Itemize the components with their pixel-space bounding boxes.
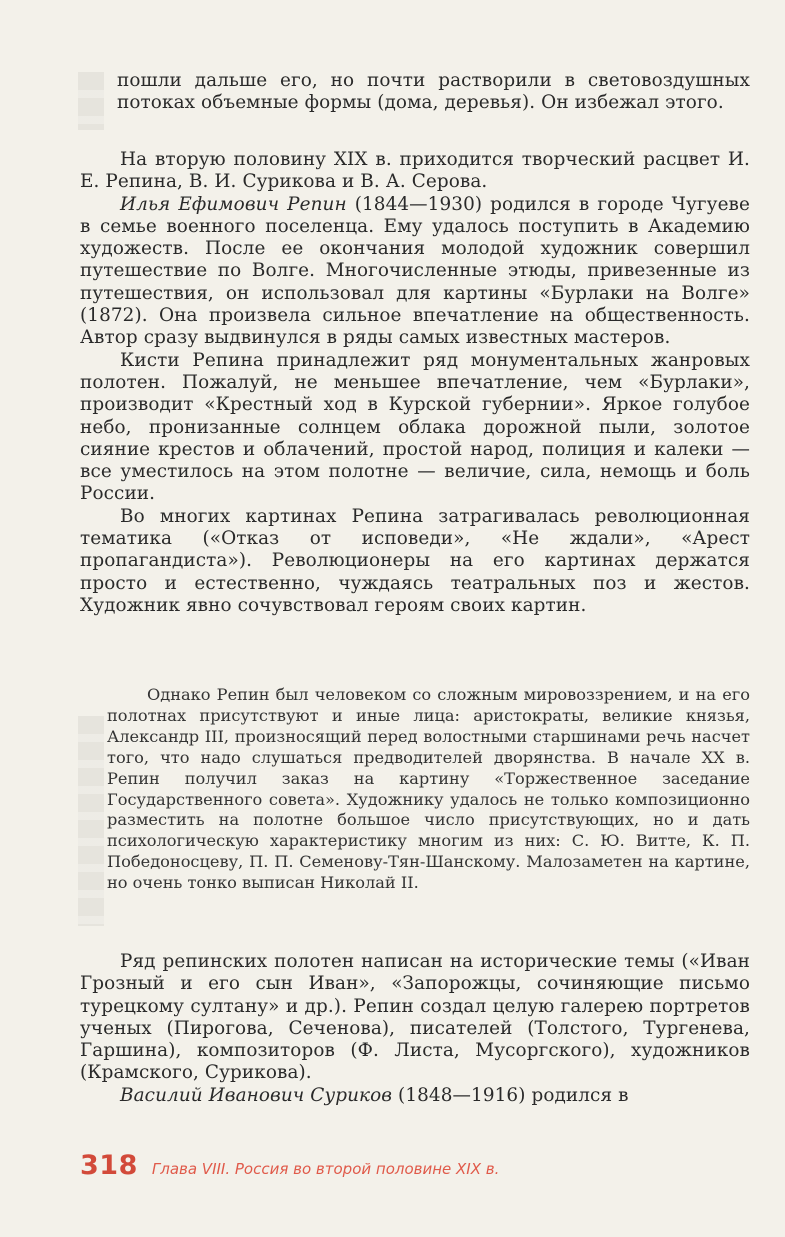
paragraph-repin-history: Ряд репинских полотен написан на исторические темы («Иван Грозный и его сын Иван», «Запорожцы, сочиняющие письмо турецкому султану» и др.). Репин создал целую галерею портретов ученых (Пирогова, Сеченова), писателей (Толстого, Тургенева, Гаршина), композиторов (Ф. Листа, Мусоргского), художников (Крамского, Сурикова). xyxy=(80,951,750,1084)
running-head: Глава VIII. Россия во второй половине XIX в. xyxy=(151,1160,500,1178)
margin-decoration xyxy=(78,72,104,130)
paragraph-repin-bio: Илья Ефимович Репин (1844—1930) родился в городе Чугуеве в семье военного поселенца. Ему удалось поступить в Академию художеств. После ее окончания молодой художник совершил путешествие по Волге. Многочисленные этюды, привезенные из путешествия, он использовал для картины «Бурлаки на Волге» (1872). Она произвела сильное впечатление на общественность. Автор сразу выдвинулся в ряды самых известных мастеров. xyxy=(80,193,750,349)
paragraph-repin-genre: Кисти Репина принадлежит ряд монументальных жанровых полотен. Пожалуй, не меньшее впечатление, чем «Бурлаки», производит «Крестный ход в Курской губернии». Яркое голубое небо, пронизанные солнцем облака дорожной пыли, золотое сияние крестов и облачений, простой народ, полиция и калеки — все уместилось на этом полотне — величие, сила, немощь и боль России. xyxy=(80,349,750,505)
paragraph-intro: На вторую половину XIX в. приходится творческий расцвет И. Е. Репина, В. И. Сурикова и В. А. Серова. xyxy=(80,149,750,193)
page-number: 318 xyxy=(80,1150,138,1181)
main-text-block xyxy=(80,149,750,617)
margin-decoration xyxy=(78,716,104,926)
repin-name: Илья Ефимович Репин xyxy=(120,193,347,215)
surikov-name: Василий Иванович Суриков xyxy=(120,1084,393,1106)
paragraph-repin-revolution: Во многих картинах Репина затрагивалась революционная тематика («Отказ от исповеди», «Не ждали», «Арест пропагандиста»). Революционеры на его картинах держатся просто и естественно, чуждаясь театральных поз и жестов. Художник явно сочувствовал героям своих картин. xyxy=(80,505,750,616)
paragraph-surikov: Василий Иванович Суриков (1848—1916) родился в xyxy=(120,1084,629,1106)
lower-text-block xyxy=(80,951,750,1107)
page-footer xyxy=(80,1150,499,1181)
continuation-paragraph: пошли дальше его, но почти растворили в световоздушных потоках объемные формы (дома, деревья). Он избежал этого. xyxy=(117,70,750,114)
small-print-paragraph: Однако Репин был человеком со сложным мировоззрением, и на его полотнах присутствуют и иные лица: аристократы, великие князья, Александр III, произносящий перед волостными старшинами речь насчет того, что надо слушаться предводителей дворянства. В начале XX в. Репин получил заказ на картину «Торжественное заседание Государственного совета». Художнику удалось не только композиционно разместить на полотне большое число присутствующих, но и дать психологическую характеристику многим из них: С. Ю. Витте, К. П. Победоносцеву, П. П. Семенову-Тян-Шанскому. Малозаметен на картине, но очень тонко выписан Николай II. xyxy=(107,685,750,893)
